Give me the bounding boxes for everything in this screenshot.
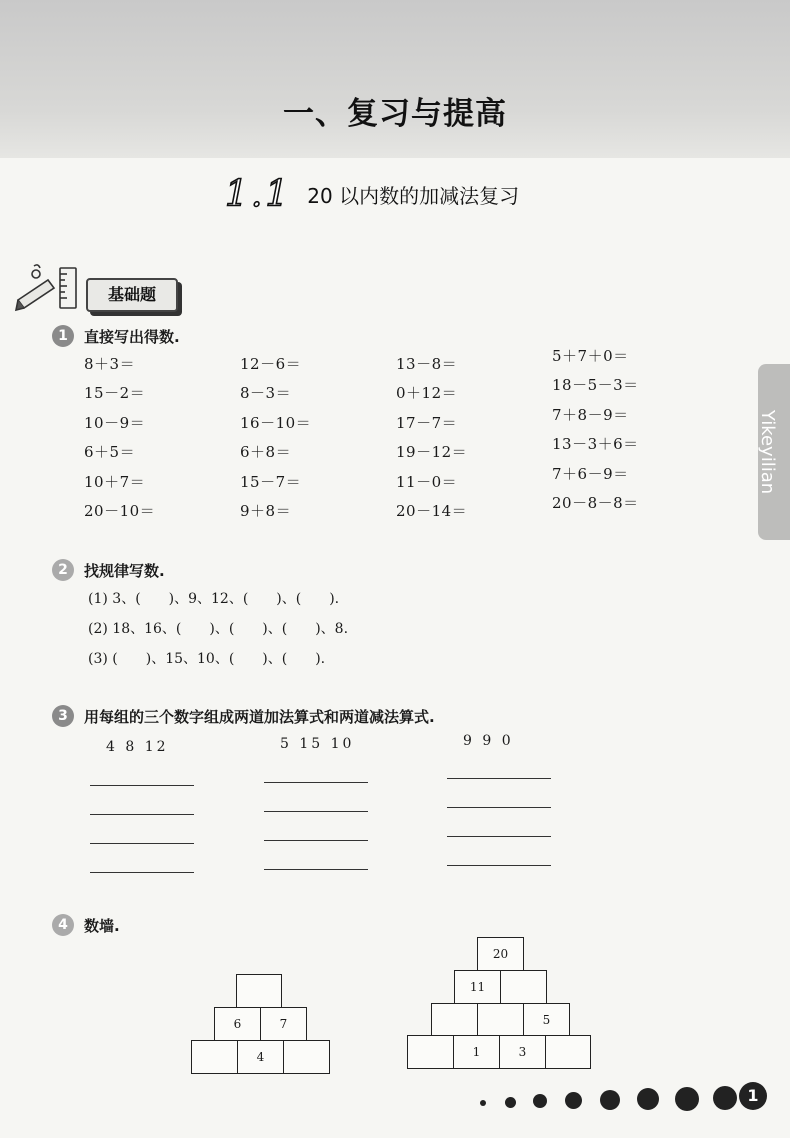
equation-column-1: [84, 350, 155, 526]
answer-line: [447, 807, 551, 808]
equation: 7＋6－9＝: [552, 464, 629, 483]
wall-brick[interactable]: 4: [237, 1040, 284, 1074]
equation: 20－14＝: [396, 501, 468, 520]
decorative-dot: [675, 1087, 699, 1111]
equation: 0＋12＝: [396, 384, 458, 403]
decorative-dot: [600, 1090, 620, 1110]
question-4-heading: [52, 914, 120, 936]
equation: 15－7＝: [240, 472, 302, 491]
decorative-dot: [505, 1097, 516, 1108]
wall-brick[interactable]: 7: [260, 1007, 307, 1041]
wall-brick[interactable]: [477, 1003, 524, 1037]
decorative-dot: [713, 1086, 737, 1110]
sequence-line: (1) 3、( )、9、12、( )、( ).: [88, 591, 340, 607]
answer-line: [264, 811, 368, 812]
question-number: 4: [52, 914, 74, 936]
number-group: 4 8 12: [106, 739, 169, 755]
section-heading: [225, 172, 519, 216]
decorative-dot: [637, 1088, 659, 1110]
wall-brick[interactable]: [500, 970, 547, 1004]
equation: 16－10＝: [240, 413, 312, 432]
answer-line: [90, 814, 194, 815]
equation-column-3: [396, 350, 467, 526]
answer-line: [264, 869, 368, 870]
question-title: 数墙.: [84, 916, 120, 935]
equation: 6＋8＝: [240, 443, 292, 462]
header-band: [0, 0, 790, 158]
answer-line: [447, 836, 551, 837]
decorative-dot: [533, 1094, 547, 1108]
decorative-dot: [565, 1092, 582, 1109]
equation: 11－0＝: [396, 472, 458, 491]
question-1-heading: [52, 325, 180, 347]
question-title: 找规律写数.: [84, 561, 165, 580]
question-number: 1: [52, 325, 74, 347]
wall-brick[interactable]: 11: [454, 970, 501, 1004]
sequence-line: (3) ( )、15、10、( )、( ).: [88, 651, 326, 667]
question-2-heading: [52, 559, 165, 581]
answer-line: [90, 872, 194, 873]
question-title: 直接写出得数.: [84, 327, 180, 346]
equation: 10－9＝: [84, 413, 146, 432]
wall-brick[interactable]: [283, 1040, 330, 1074]
answer-line: [90, 785, 194, 786]
equation: 19－12＝: [396, 443, 468, 462]
decorative-dot: [480, 1100, 486, 1106]
answer-line: [447, 778, 551, 779]
answer-line: [90, 843, 194, 844]
wall-brick[interactable]: [191, 1040, 238, 1074]
chapter-title: 一、复习与提高: [283, 96, 507, 132]
equation: 5＋7＋0＝: [552, 347, 629, 365]
question-number: 3: [52, 705, 74, 727]
question-title: 用每组的三个数字组成两道加法算式和两道减法算式.: [84, 707, 435, 726]
question-3-heading: [52, 705, 435, 727]
wall-brick[interactable]: 5: [523, 1003, 570, 1037]
equation: 8－3＝: [240, 384, 292, 403]
equation: 9＋8＝: [240, 501, 292, 520]
wall-brick[interactable]: 3: [499, 1035, 546, 1069]
answer-line: [264, 782, 368, 783]
section-title: 20 以内数的加减法复习: [307, 183, 520, 208]
equation-column-4: [552, 342, 639, 518]
equation: 7＋8－9＝: [552, 405, 629, 424]
section-number: 1.1: [225, 173, 292, 215]
equation: 17－7＝: [396, 413, 458, 432]
wall-brick[interactable]: [431, 1003, 478, 1037]
equation: 12－6＝: [240, 355, 302, 373]
wall-brick[interactable]: 6: [214, 1007, 261, 1041]
wall-brick[interactable]: [236, 974, 282, 1008]
equation: 13－3＋6＝: [552, 435, 639, 454]
answer-line: [264, 840, 368, 841]
number-group: 9 9 0: [463, 733, 514, 749]
answer-line: [447, 865, 551, 866]
sequence-line: (2) 18、16、( )、( )、( )、8.: [88, 621, 349, 637]
wall-brick[interactable]: 1: [453, 1035, 500, 1069]
question-number: 2: [52, 559, 74, 581]
badge-basic: 基础题: [86, 278, 178, 312]
equation: 20－10＝: [84, 501, 156, 520]
equation: 20－8－8＝: [552, 493, 639, 512]
equation: 13－8＝: [396, 355, 458, 373]
side-tab-label: Yikeyilian: [757, 409, 778, 495]
equation: 10＋7＝: [84, 472, 146, 491]
wall-brick[interactable]: 20: [477, 937, 524, 971]
equation: 15－2＝: [84, 384, 146, 403]
page-number: 1: [739, 1082, 767, 1110]
number-group: 5 15 10: [280, 736, 355, 752]
equation: 8＋3＝: [84, 355, 136, 373]
equation: 6＋5＝: [84, 443, 136, 462]
equation-column-2: [240, 350, 311, 526]
wall-brick[interactable]: [545, 1035, 591, 1069]
wall-brick[interactable]: [407, 1035, 454, 1069]
equation: 18－5－3＝: [552, 376, 639, 395]
